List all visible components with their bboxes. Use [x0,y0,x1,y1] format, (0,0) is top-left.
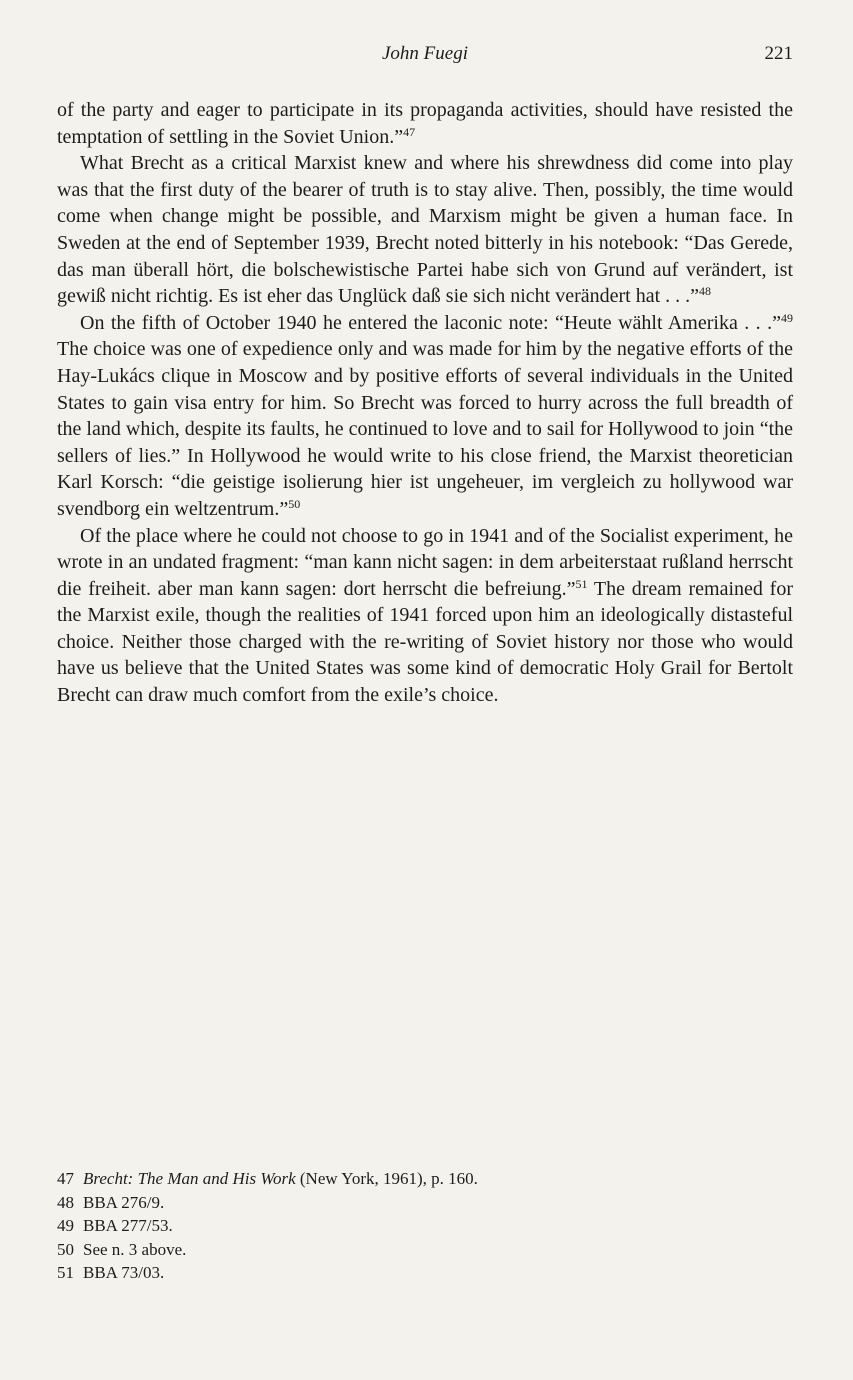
paragraph-1 [57,97,793,150]
running-head: John Fuegi [381,43,468,64]
footnote [57,1214,793,1238]
footnote-text: BBA 73/03. [83,1263,165,1282]
paragraph-1-text: of the party and eager to participate in its propaganda activities, should have resisted the temptation of settling in the Soviet Union.” [57,99,793,148]
footnote-number: 51 [57,1263,74,1282]
footnotes [57,1167,793,1285]
page-header [57,43,793,71]
footnote-number: 47 [57,1169,74,1188]
body-text [57,97,793,709]
footnote [57,1191,793,1215]
paragraph-2 [57,150,793,310]
footnote-text: BBA 276/9. [83,1192,165,1212]
footnote-ref-48: 48 [699,284,712,299]
footnote-ref-50: 50 [288,496,301,511]
paragraph-3 [57,310,793,523]
footnote-title: Brecht: The Man and His Work [83,1169,296,1188]
footnote-text: (New York, 1961), p. 160. [295,1169,478,1188]
footnote-text: BBA 277/53. [83,1216,173,1235]
footnote-number: 50 [57,1239,74,1259]
footnote [57,1238,793,1262]
page-number: 221 [764,43,793,64]
paragraph-4 [57,523,793,709]
paragraph-4-text-b: The dream remained for the Marxist exile, though the realities of 1941 forced upon him an ideologically distasteful choice. Neither those charged with the re-writing of Soviet history nor those who would have us believe that the United States was some kind of democratic Holy Grail for Bertolt Brecht can draw much comfort from the exile’s choice. [57,577,793,707]
footnote [57,1261,793,1285]
paragraph-3-text-b: The choice was one of expedience only and was made for him by the negative efforts of the Hay-Lukács clique in Moscow and by positive efforts of several individuals in the United States to gain visa entry for him. So Brecht was forced to hurry across the full breadth of the land which, despite its faults, he continued to love and to sail for Hollywood to join “the sellers of lies.” In Hollywood he would write to his close friend, the Marxist theoretician Karl Korsch: “die geistige isolierung hier ist ungeheuer, im vergleich zu hollywood war svendborg ein weltzentrum.” [57,338,793,520]
footnote-text: See n. 3 above. [83,1239,187,1259]
footnote-number: 48 [57,1192,74,1212]
paragraph-3-text-a: On the fifth of October 1940 he entered the laconic note: “Heute wählt Amerika . . .” [80,311,781,334]
footnote-ref-47: 47 [403,124,416,139]
paragraph-2-text: What Brecht as a critical Marxist knew and where his shrewdness did come into play was that the first duty of the bearer of truth is to stay alive. Then, possibly, the time would come when change might be possible, and Marxism might be given a human face. In Sweden at the end of September 1939, Brecht noted bitterly in his notebook: “Das Gerede, das man überall hört, die bolschewistische Partei habe sich von Grund auf verändert, ist gewiß nicht richtig. Es ist eher das Unglück daß sie sich nicht verändert hat . . .” [57,152,793,308]
paragraph-4-text-a: Of the place where he could not choose to go in 1941 and of the Socialist experiment, he wrote in an undated fragment: “man kann nicht sagen: in dem arbeiterstaat rußland herrscht die freiheit. aber man kann sagen: dort herrscht die befreiung.” [57,524,793,600]
footnote-ref-49: 49 [781,310,793,325]
footnote-ref-51: 51 [575,576,588,591]
footnote [57,1167,793,1191]
footnote-number: 49 [57,1216,74,1235]
